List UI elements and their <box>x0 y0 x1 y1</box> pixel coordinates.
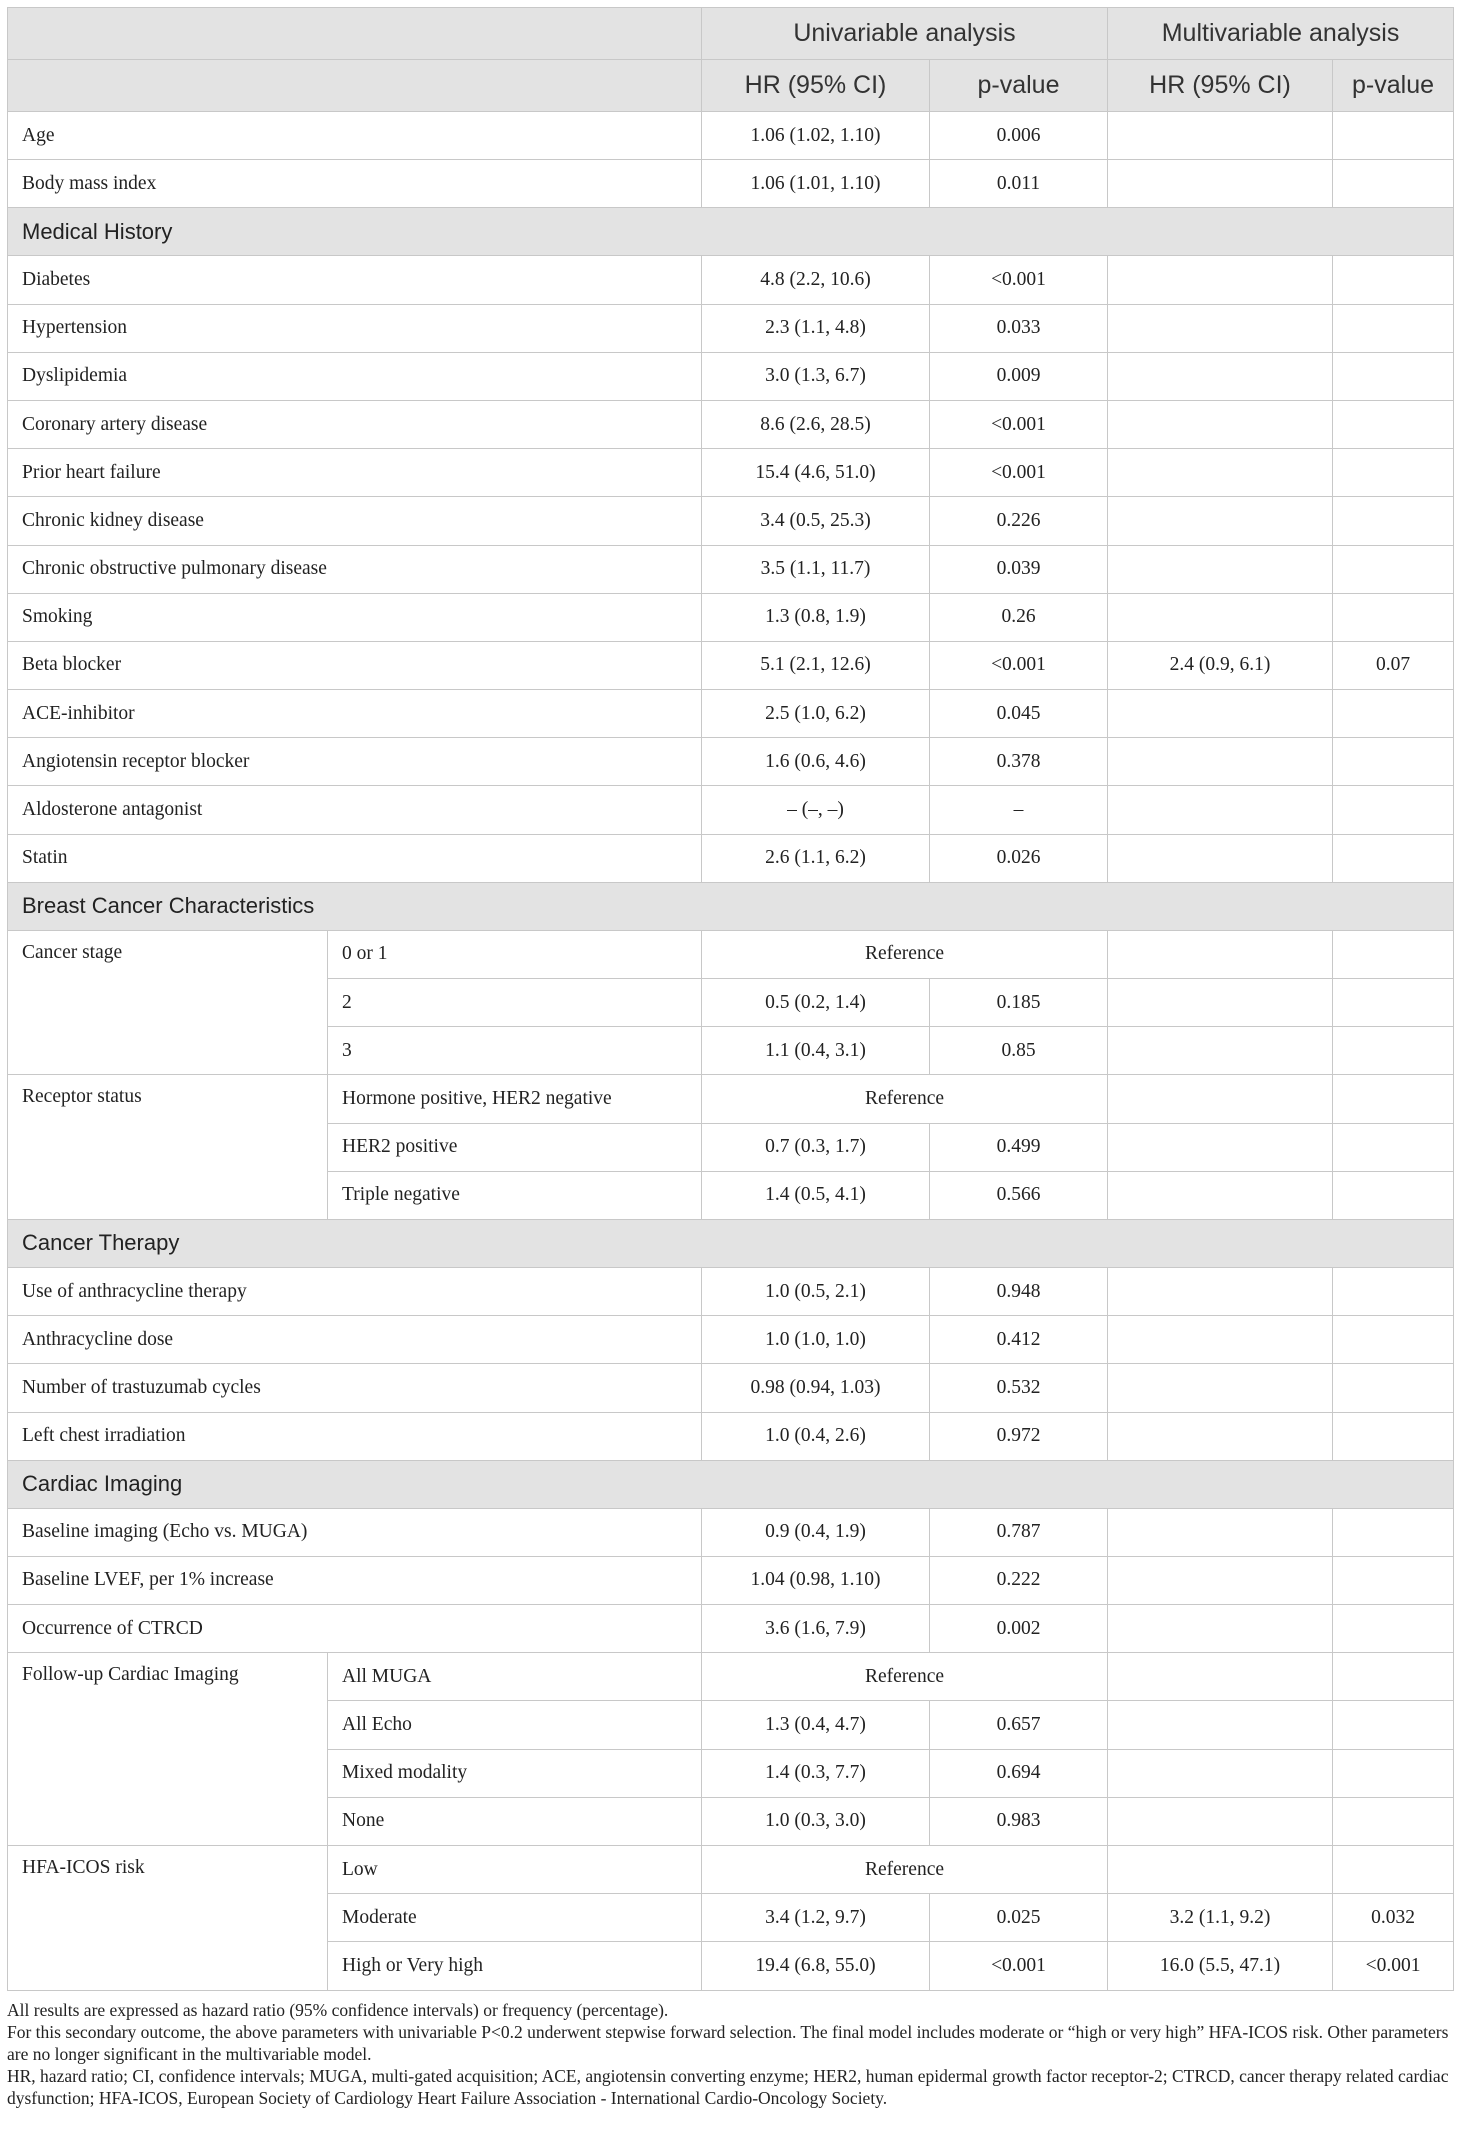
multivariable-hr-cell <box>1108 256 1333 304</box>
multivariable-hr-cell <box>1108 1364 1333 1412</box>
header-univariable-p: p-value <box>930 60 1108 112</box>
univariable-p-cell: – <box>930 786 1108 834</box>
univariable-p-cell: 0.499 <box>930 1123 1108 1171</box>
subgroup-label: All MUGA <box>328 1653 702 1701</box>
univariable-hr-cell: 1.3 (0.4, 4.7) <box>702 1701 930 1749</box>
table-body <box>8 112 1454 1991</box>
footnote: For this secondary outcome, the above parameters with univariable P<0.2 underwent stepwise forward selection. The final model includes moderate or “high or very high” HFA-ICOS risk. Other parameters are no longer significant in the multivariable model. <box>7 2021 1449 2064</box>
table-row <box>8 641 1454 689</box>
table-row <box>8 834 1454 882</box>
multivariable-hr-cell <box>1108 1123 1333 1171</box>
univariable-p-cell: <0.001 <box>930 449 1108 497</box>
multivariable-hr-cell <box>1108 1316 1333 1364</box>
row-label: Left chest irradiation <box>8 1412 702 1460</box>
subgroup-label: None <box>328 1797 702 1845</box>
univariable-p-cell: 0.185 <box>930 979 1108 1027</box>
univariable-hr-cell: 1.0 (1.0, 1.0) <box>702 1316 930 1364</box>
multivariable-p-cell <box>1333 1749 1454 1797</box>
table-row <box>8 593 1454 641</box>
univariable-p-cell: 0.566 <box>930 1171 1108 1219</box>
multivariable-hr-cell <box>1108 160 1333 208</box>
multivariable-p-cell <box>1333 545 1454 593</box>
table-row <box>8 1605 1454 1653</box>
multivariable-hr-cell <box>1108 400 1333 448</box>
univariable-hr-cell: 19.4 (6.8, 55.0) <box>702 1942 930 1990</box>
table-row <box>8 497 1454 545</box>
section-title: Breast Cancer Characteristics <box>8 882 1454 930</box>
table-row <box>8 1316 1454 1364</box>
header-univariable-hr: HR (95% CI) <box>702 60 930 112</box>
multivariable-p-cell <box>1333 593 1454 641</box>
section-header-row <box>8 208 1454 256</box>
univariable-p-cell: 0.657 <box>930 1701 1108 1749</box>
table-row <box>8 1075 1454 1123</box>
header-multivariable-hr: HR (95% CI) <box>1108 60 1333 112</box>
subgroup-label: High or Very high <box>328 1942 702 1990</box>
multivariable-p-cell <box>1333 1171 1454 1219</box>
univariable-p-cell: 0.378 <box>930 738 1108 786</box>
header-multivariable: Multivariable analysis <box>1108 8 1454 60</box>
multivariable-hr-cell <box>1108 112 1333 160</box>
group-label: Cancer stage <box>8 930 328 1075</box>
subgroup-label: 0 or 1 <box>328 930 702 978</box>
table-row <box>8 930 1454 978</box>
header-blank-2 <box>8 60 702 112</box>
table-container <box>7 7 1453 2109</box>
table-row <box>8 1556 1454 1604</box>
multivariable-hr-cell: 2.4 (0.9, 6.1) <box>1108 641 1333 689</box>
univariable-p-cell: 0.006 <box>930 112 1108 160</box>
multivariable-p-cell <box>1333 1508 1454 1556</box>
footnote: HR, hazard ratio; CI, confidence intervals; MUGA, multi-gated acquisition; ACE, angiotensin converting enzyme; HER2, human epidermal growth factor receptor-2; CTRCD, cancer therapy related cardiac dysfunction; HFA-ICOS, European Society of Cardiology Heart Failure Association - International Cardio-Oncology Society. <box>7 2065 1449 2108</box>
univariable-hr-cell: 2.3 (1.1, 4.8) <box>702 304 930 352</box>
row-label: Body mass index <box>8 160 702 208</box>
univariable-hr-cell: 1.0 (0.5, 2.1) <box>702 1267 930 1315</box>
row-label: Anthracycline dose <box>8 1316 702 1364</box>
univariable-hr-cell: 3.0 (1.3, 6.7) <box>702 352 930 400</box>
univariable-p-cell: 0.045 <box>930 690 1108 738</box>
row-label: Occurrence of CTRCD <box>8 1605 702 1653</box>
multivariable-p-cell <box>1333 256 1454 304</box>
multivariable-hr-cell <box>1108 786 1333 834</box>
table-row <box>8 738 1454 786</box>
reference-cell: Reference <box>702 930 1108 978</box>
subgroup-label: Triple negative <box>328 1171 702 1219</box>
univariable-hr-cell: 8.6 (2.6, 28.5) <box>702 400 930 448</box>
multivariable-hr-cell <box>1108 1508 1333 1556</box>
multivariable-hr-cell <box>1108 1412 1333 1460</box>
multivariable-hr-cell <box>1108 738 1333 786</box>
table-footnotes <box>7 1999 1453 2109</box>
row-label: Diabetes <box>8 256 702 304</box>
multivariable-p-cell <box>1333 1605 1454 1653</box>
section-header-row <box>8 882 1454 930</box>
multivariable-p-cell <box>1333 449 1454 497</box>
row-label: Use of anthracycline therapy <box>8 1267 702 1315</box>
row-label: Baseline LVEF, per 1% increase <box>8 1556 702 1604</box>
multivariable-p-cell <box>1333 1701 1454 1749</box>
multivariable-hr-cell <box>1108 545 1333 593</box>
reference-cell: Reference <box>702 1653 1108 1701</box>
multivariable-hr-cell <box>1108 1701 1333 1749</box>
row-label: Chronic obstructive pulmonary disease <box>8 545 702 593</box>
multivariable-p-cell <box>1333 1123 1454 1171</box>
row-label: Coronary artery disease <box>8 400 702 448</box>
table-row <box>8 449 1454 497</box>
multivariable-p-cell <box>1333 1316 1454 1364</box>
univariable-p-cell: 0.412 <box>930 1316 1108 1364</box>
row-label: Number of trastuzumab cycles <box>8 1364 702 1412</box>
subgroup-label: 2 <box>328 979 702 1027</box>
multivariable-p-cell: 0.07 <box>1333 641 1454 689</box>
table-row <box>8 400 1454 448</box>
row-label: Age <box>8 112 702 160</box>
table-row <box>8 1267 1454 1315</box>
multivariable-hr-cell <box>1108 497 1333 545</box>
multivariable-p-cell <box>1333 1075 1454 1123</box>
table-row <box>8 112 1454 160</box>
multivariable-hr-cell <box>1108 1075 1333 1123</box>
multivariable-hr-cell <box>1108 834 1333 882</box>
multivariable-hr-cell <box>1108 1653 1333 1701</box>
univariable-hr-cell: – (–, –) <box>702 786 930 834</box>
subgroup-label: Mixed modality <box>328 1749 702 1797</box>
univariable-hr-cell: 0.5 (0.2, 1.4) <box>702 979 930 1027</box>
univariable-p-cell: 0.983 <box>930 1797 1108 1845</box>
multivariable-hr-cell <box>1108 1749 1333 1797</box>
univariable-hr-cell: 0.9 (0.4, 1.9) <box>702 1508 930 1556</box>
univariable-hr-cell: 1.0 (0.4, 2.6) <box>702 1412 930 1460</box>
multivariable-hr-cell: 16.0 (5.5, 47.1) <box>1108 1942 1333 1990</box>
multivariable-p-cell <box>1333 112 1454 160</box>
univariable-p-cell: <0.001 <box>930 400 1108 448</box>
multivariable-p-cell <box>1333 738 1454 786</box>
header-univariable: Univariable analysis <box>702 8 1108 60</box>
subgroup-label: All Echo <box>328 1701 702 1749</box>
multivariable-p-cell <box>1333 304 1454 352</box>
univariable-hr-cell: 1.4 (0.5, 4.1) <box>702 1171 930 1219</box>
multivariable-hr-cell <box>1108 979 1333 1027</box>
univariable-p-cell: 0.948 <box>930 1267 1108 1315</box>
univariable-hr-cell: 1.06 (1.02, 1.10) <box>702 112 930 160</box>
row-label: Baseline imaging (Echo vs. MUGA) <box>8 1508 702 1556</box>
univariable-hr-cell: 1.06 (1.01, 1.10) <box>702 160 930 208</box>
univariable-hr-cell: 3.6 (1.6, 7.9) <box>702 1605 930 1653</box>
univariable-p-cell: <0.001 <box>930 1942 1108 1990</box>
group-label: Follow-up Cardiac Imaging <box>8 1653 328 1846</box>
univariable-p-cell: 0.787 <box>930 1508 1108 1556</box>
table-row <box>8 160 1454 208</box>
multivariable-p-cell <box>1333 1364 1454 1412</box>
table-row <box>8 352 1454 400</box>
row-label: ACE-inhibitor <box>8 690 702 738</box>
univariable-p-cell: 0.226 <box>930 497 1108 545</box>
row-label: Statin <box>8 834 702 882</box>
multivariable-p-cell <box>1333 1653 1454 1701</box>
univariable-hr-cell: 5.1 (2.1, 12.6) <box>702 641 930 689</box>
row-label: Hypertension <box>8 304 702 352</box>
univariable-hr-cell: 1.1 (0.4, 3.1) <box>702 1027 930 1075</box>
univariable-p-cell: <0.001 <box>930 641 1108 689</box>
header-blank <box>8 8 702 60</box>
univariable-p-cell: 0.026 <box>930 834 1108 882</box>
multivariable-p-cell <box>1333 352 1454 400</box>
multivariable-p-cell <box>1333 786 1454 834</box>
univariable-p-cell: <0.001 <box>930 256 1108 304</box>
group-label: Receptor status <box>8 1075 328 1220</box>
section-title: Medical History <box>8 208 1454 256</box>
univariable-hr-cell: 2.6 (1.1, 6.2) <box>702 834 930 882</box>
univariable-hr-cell: 0.98 (0.94, 1.03) <box>702 1364 930 1412</box>
group-label: HFA-ICOS risk <box>8 1846 328 1991</box>
subgroup-label: Low <box>328 1846 702 1894</box>
multivariable-p-cell <box>1333 1846 1454 1894</box>
row-label: Aldosterone antagonist <box>8 786 702 834</box>
subgroup-label: Hormone positive, HER2 negative <box>328 1075 702 1123</box>
table-row <box>8 1846 1454 1894</box>
table-row <box>8 1653 1454 1701</box>
row-label: Angiotensin receptor blocker <box>8 738 702 786</box>
section-title: Cancer Therapy <box>8 1219 1454 1267</box>
row-label: Chronic kidney disease <box>8 497 702 545</box>
univariable-p-cell: 0.972 <box>930 1412 1108 1460</box>
univariable-hr-cell: 15.4 (4.6, 51.0) <box>702 449 930 497</box>
multivariable-hr-cell <box>1108 1027 1333 1075</box>
multivariable-p-cell <box>1333 160 1454 208</box>
section-header-row <box>8 1219 1454 1267</box>
univariable-hr-cell: 1.6 (0.6, 4.6) <box>702 738 930 786</box>
row-label: Dyslipidemia <box>8 352 702 400</box>
table-row <box>8 786 1454 834</box>
univariable-p-cell: 0.26 <box>930 593 1108 641</box>
multivariable-p-cell <box>1333 400 1454 448</box>
multivariable-hr-cell <box>1108 1605 1333 1653</box>
univariable-p-cell: 0.85 <box>930 1027 1108 1075</box>
multivariable-hr-cell <box>1108 593 1333 641</box>
multivariable-p-cell <box>1333 1267 1454 1315</box>
table-row <box>8 545 1454 593</box>
multivariable-hr-cell <box>1108 1171 1333 1219</box>
multivariable-hr-cell <box>1108 1846 1333 1894</box>
multivariable-hr-cell: 3.2 (1.1, 9.2) <box>1108 1894 1333 1942</box>
multivariable-hr-cell <box>1108 304 1333 352</box>
univariable-hr-cell: 1.4 (0.3, 7.7) <box>702 1749 930 1797</box>
univariable-hr-cell: 3.4 (0.5, 25.3) <box>702 497 930 545</box>
subgroup-label: 3 <box>328 1027 702 1075</box>
univariable-p-cell: 0.694 <box>930 1749 1108 1797</box>
univariable-hr-cell: 1.0 (0.3, 3.0) <box>702 1797 930 1845</box>
univariable-hr-cell: 4.8 (2.2, 10.6) <box>702 256 930 304</box>
subgroup-label: Moderate <box>328 1894 702 1942</box>
univariable-hr-cell: 2.5 (1.0, 6.2) <box>702 690 930 738</box>
multivariable-p-cell <box>1333 497 1454 545</box>
multivariable-p-cell: 0.032 <box>1333 1894 1454 1942</box>
reference-cell: Reference <box>702 1075 1108 1123</box>
univariable-hr-cell: 1.04 (0.98, 1.10) <box>702 1556 930 1604</box>
multivariable-p-cell <box>1333 1027 1454 1075</box>
subgroup-label: HER2 positive <box>328 1123 702 1171</box>
multivariable-p-cell <box>1333 1797 1454 1845</box>
multivariable-p-cell <box>1333 690 1454 738</box>
univariable-p-cell: 0.002 <box>930 1605 1108 1653</box>
row-label: Prior heart failure <box>8 449 702 497</box>
table-row <box>8 304 1454 352</box>
univariable-p-cell: 0.009 <box>930 352 1108 400</box>
multivariable-hr-cell <box>1108 449 1333 497</box>
multivariable-p-cell <box>1333 930 1454 978</box>
table-row <box>8 1412 1454 1460</box>
table-row <box>8 256 1454 304</box>
hazard-ratio-table <box>7 7 1454 1991</box>
multivariable-hr-cell <box>1108 690 1333 738</box>
section-title: Cardiac Imaging <box>8 1460 1454 1508</box>
table-row <box>8 1508 1454 1556</box>
footnote: All results are expressed as hazard ratio (95% confidence intervals) or frequency (percentage). <box>7 1999 669 2020</box>
multivariable-hr-cell <box>1108 1797 1333 1845</box>
multivariable-hr-cell <box>1108 352 1333 400</box>
multivariable-p-cell: <0.001 <box>1333 1942 1454 1990</box>
univariable-p-cell: 0.222 <box>930 1556 1108 1604</box>
row-label: Beta blocker <box>8 641 702 689</box>
row-label: Smoking <box>8 593 702 641</box>
multivariable-p-cell <box>1333 1412 1454 1460</box>
univariable-p-cell: 0.033 <box>930 304 1108 352</box>
multivariable-p-cell <box>1333 1556 1454 1604</box>
univariable-hr-cell: 0.7 (0.3, 1.7) <box>702 1123 930 1171</box>
multivariable-hr-cell <box>1108 1267 1333 1315</box>
table-row <box>8 690 1454 738</box>
univariable-p-cell: 0.011 <box>930 160 1108 208</box>
univariable-hr-cell: 3.5 (1.1, 11.7) <box>702 545 930 593</box>
multivariable-p-cell <box>1333 834 1454 882</box>
table-row <box>8 1364 1454 1412</box>
reference-cell: Reference <box>702 1846 1108 1894</box>
multivariable-hr-cell <box>1108 1556 1333 1604</box>
univariable-p-cell: 0.025 <box>930 1894 1108 1942</box>
multivariable-hr-cell <box>1108 930 1333 978</box>
header-multivariable-p: p-value <box>1333 60 1454 112</box>
section-header-row <box>8 1460 1454 1508</box>
univariable-hr-cell: 3.4 (1.2, 9.7) <box>702 1894 930 1942</box>
univariable-p-cell: 0.532 <box>930 1364 1108 1412</box>
multivariable-p-cell <box>1333 979 1454 1027</box>
univariable-hr-cell: 1.3 (0.8, 1.9) <box>702 593 930 641</box>
univariable-p-cell: 0.039 <box>930 545 1108 593</box>
